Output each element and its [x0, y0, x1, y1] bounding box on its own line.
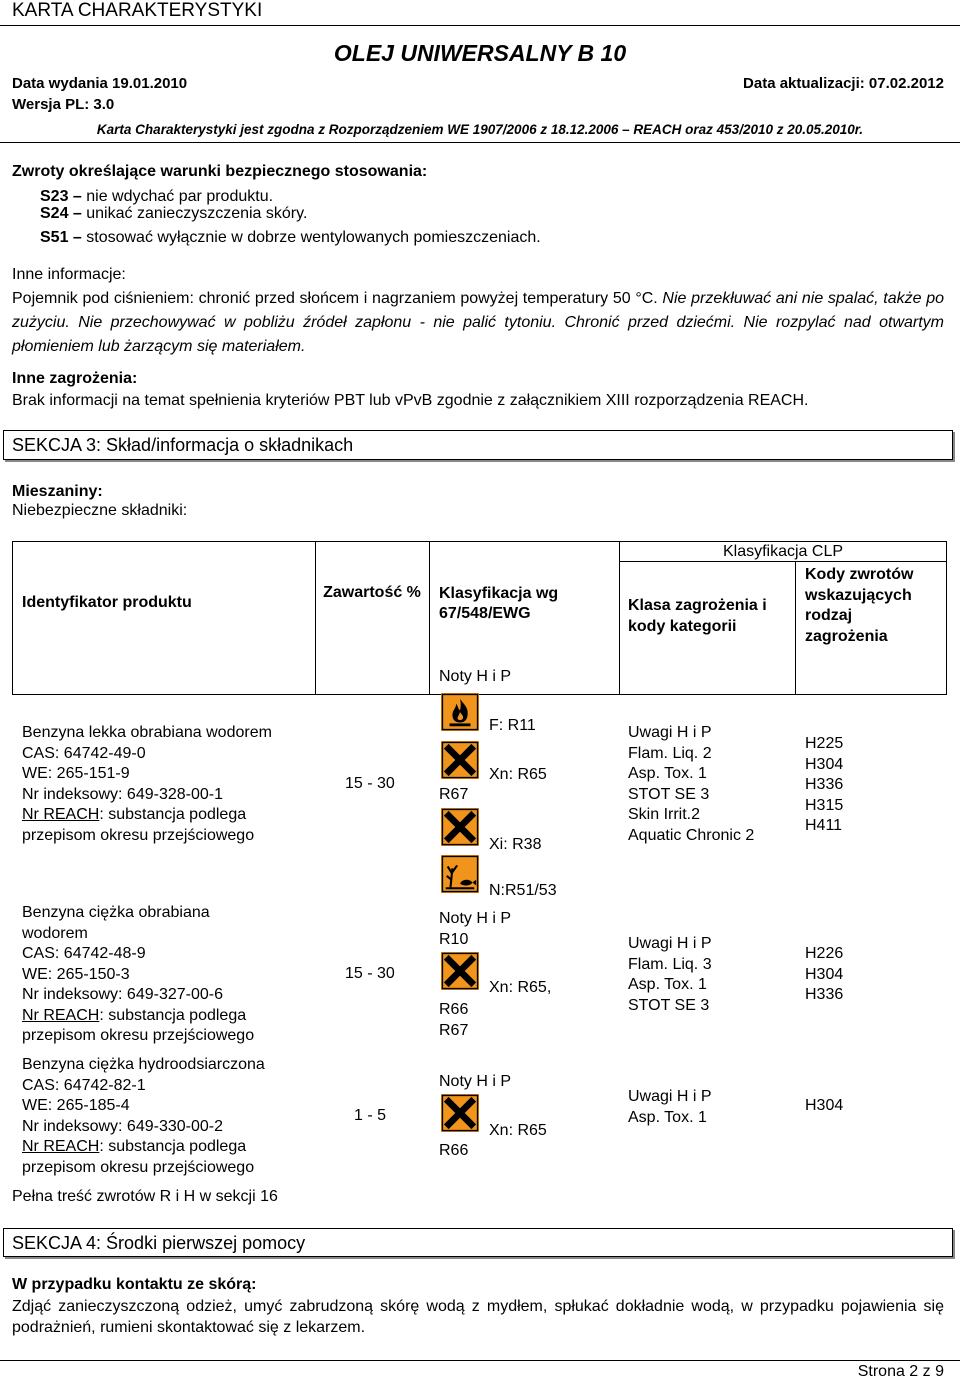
- identifier-line: Benzyna ciężka hydroodsiarczona: [22, 1056, 265, 1073]
- row2-content: 15 - 30: [345, 965, 395, 982]
- section-3-title: SEKCJA 3: Skład/informacja o składnikach: [12, 435, 354, 455]
- row1-identifier: [22, 723, 272, 846]
- safety-text: unikać zanieczyszczenia skóry.: [81, 205, 308, 222]
- h-code: H304: [805, 755, 844, 773]
- clp-line: Uwagi H i P: [628, 935, 712, 952]
- h-code: H336: [805, 986, 844, 1003]
- clp-line: STOT SE 3: [628, 996, 710, 1014]
- h-code: H304: [805, 965, 844, 983]
- col-class67-header: Klasyfikacja wg 67/548/EWG: [439, 585, 559, 622]
- row2-class67-r: [439, 1000, 468, 1041]
- h-code: H411: [805, 817, 843, 834]
- identifier-line: Nr indeksowy: 649-328-00-1: [22, 785, 223, 803]
- row2-class67-xn: Xn: R65,: [489, 979, 552, 996]
- row3-class67-r66: R66: [439, 1142, 469, 1159]
- class67-line: R10: [439, 930, 469, 948]
- col-class67-notes: Noty H i P: [439, 668, 512, 685]
- safety-code: S23 –: [40, 188, 82, 205]
- harmful-pictogram-icon: [441, 952, 479, 990]
- h-code: H225: [805, 735, 844, 752]
- harmful-pictogram-icon: [441, 741, 479, 779]
- reach-link[interactable]: Nr REACH: [22, 806, 100, 823]
- row1-class67-xi: Xi: R38: [489, 836, 542, 853]
- identifier-line: przepisom okresu przejściowego: [22, 1158, 255, 1176]
- clp-line: Asp. Tox. 1: [628, 765, 707, 782]
- footer-rule: [0, 1360, 960, 1361]
- safety-heading: Zwroty określające warunki bezpiecznego stosowania:: [12, 163, 428, 180]
- section-4-title: SEKCJA 4: Środki pierwszej pomocy: [12, 1233, 306, 1253]
- identifier-line: przepisom okresu przejściowego: [22, 1027, 255, 1044]
- identifier-line: przepisom okresu przejściowego: [22, 826, 255, 844]
- identifier-line: Benzyna ciężka obrabiana: [22, 904, 210, 921]
- irritant-pictogram-icon: [441, 808, 479, 846]
- row2-identifier: [22, 903, 254, 1047]
- row1-clp-class: [628, 723, 754, 846]
- row1-class67-xn: Xn: R65: [489, 766, 547, 783]
- row1-h-codes: [805, 734, 843, 837]
- other-info-italic: Nie przekłuwać ani nie spalać, także po zużyciu. Nie przechowywać w pobliżu źródeł zapłonu - nie palić tytoniu. Chronić przed dziećmi. Nie rozpylać nad otwartym płomieniem lub żarzącym się materiałem.: [12, 290, 945, 355]
- section-4-header: [3, 1228, 953, 1257]
- safety-code: S51 –: [40, 229, 82, 246]
- h-code: H315: [805, 796, 844, 814]
- harmful-pictogram-icon: [441, 1094, 479, 1132]
- dangerous-components-label: Niebezpieczne składniki:: [12, 502, 188, 519]
- header-rule: [0, 25, 960, 26]
- identifier-line: CAS: 64742-48-9: [22, 945, 146, 962]
- reach-line: [22, 1137, 265, 1158]
- h-code: H336: [805, 776, 844, 793]
- compliance-note: Karta Charakterystyki jest zgodna z Rozporządzeniem WE 1907/2006 z 18.12.2006 – REACH oraz 453/2010 z 20.05.2010r.: [96, 122, 864, 137]
- clp-line: Asp. Tox. 1: [628, 1108, 707, 1126]
- identifier-line: CAS: 64742-82-1: [22, 1076, 146, 1094]
- row3-clp-class: [628, 1087, 712, 1128]
- clp-line: Uwagi H i P: [628, 724, 712, 741]
- reach-line: [22, 1006, 254, 1027]
- clp-line: Aquatic Chronic 2: [628, 826, 755, 844]
- row3-class67-xn: Xn: R65: [489, 1122, 547, 1139]
- safety-code: S24 –: [40, 205, 82, 222]
- safety-item-s51: [40, 229, 541, 247]
- clp-line: Uwagi H i P: [628, 1088, 712, 1105]
- environment-pictogram-icon: [441, 855, 479, 893]
- other-info-heading: Inne informacje:: [12, 266, 126, 283]
- document-title: KARTA CHARAKTERYSTYKI: [12, 0, 263, 21]
- mixtures-heading: Mieszaniny:: [12, 483, 103, 500]
- identifier-line: WE: 265-185-4: [22, 1097, 130, 1114]
- col-hazard-codes-header: Kody zwrotów wskazujących rodzaj zagrożenia: [805, 566, 914, 645]
- col-content-header: Zawartość %: [323, 584, 421, 601]
- class67-line: R67: [439, 1021, 469, 1039]
- class67-line: R66: [439, 1001, 469, 1018]
- class67-line: Noty H i P: [439, 910, 512, 927]
- row1-class67-n: N:R51/53: [489, 882, 557, 899]
- identifier-line: wodorem: [22, 924, 88, 942]
- reach-link[interactable]: Nr REACH: [22, 1138, 100, 1155]
- reach-line: [22, 805, 272, 826]
- h-code: H226: [805, 945, 844, 962]
- identifier-line: WE: 265-151-9: [22, 765, 130, 782]
- clp-line: STOT SE 3: [628, 785, 710, 803]
- flammable-pictogram-icon: [441, 693, 479, 731]
- header-rule-bottom: [0, 142, 960, 143]
- skin-contact-text: Zdjąć zanieczyszczoną odzież, umyć zabrudzoną skórę wodą z mydłem, spłukać dokładnie wodą, w przypadku pojawienia się podrażnień, rumieni skontaktować się z lekarzem.: [12, 1298, 944, 1336]
- row3-h-codes: H304: [805, 1097, 844, 1114]
- other-hazards-text: Brak informacji na temat spełnienia kryteriów PBT lub vPvB zgodnie z załącznikiem XIII rozporządzenia REACH.: [12, 392, 809, 409]
- row2-clp-class: [628, 934, 712, 1016]
- other-hazards-heading: Inne zagrożenia:: [12, 370, 138, 387]
- reach-text: : substancja podlega: [99, 1006, 247, 1024]
- row3-notes: Noty H i P: [439, 1073, 512, 1090]
- col-hazard-class-header: Klasa zagrożenia i kody kategorii: [628, 597, 767, 635]
- page-number: Strona 2 z 9: [857, 1363, 944, 1380]
- identifier-line: Benzyna lekka obrabiana wodorem: [22, 724, 272, 741]
- row1-class67-r67: R67: [439, 786, 469, 803]
- identifier-line: CAS: 64742-49-0: [22, 744, 146, 762]
- row1-content: 15 - 30: [345, 775, 395, 792]
- identifier-line: Nr indeksowy: 649-327-00-6: [22, 986, 223, 1003]
- row3-content: 1 - 5: [354, 1107, 387, 1124]
- other-info-plain: Pojemnik pod ciśnieniem: chronić przed słońcem i nagrzaniem powyżej temperatury 50 °C.: [12, 290, 658, 307]
- row3-identifier: [22, 1055, 265, 1178]
- safety-text: nie wdychać par produktu.: [81, 188, 274, 205]
- other-info-text: [12, 287, 944, 359]
- safety-text: stosować wyłącznie w dobrze wentylowanych pomieszczeniach.: [81, 229, 541, 246]
- clp-line: Flam. Liq. 3: [628, 955, 712, 973]
- row2-notes: [439, 909, 511, 950]
- safety-item-s24: [40, 205, 307, 223]
- full-text-note: Pełna treść zwrotów R i H w sekcji 16: [12, 1188, 278, 1205]
- clp-line: Skin Irrit.2: [628, 806, 701, 823]
- reach-text: : substancja podlega: [99, 806, 247, 823]
- safety-item-s23: [40, 188, 273, 206]
- section-3-header: [3, 430, 953, 460]
- reach-text: : substancja podlega: [99, 1138, 247, 1155]
- clp-line: Flam. Liq. 2: [628, 744, 712, 762]
- col-clp-header: Klasyfikacja CLP: [722, 543, 844, 560]
- row1-class67-f: F: R11: [489, 717, 536, 734]
- row2-h-codes: [805, 944, 843, 1006]
- identifier-line: WE: 265-150-3: [22, 965, 130, 983]
- skin-contact-heading: W przypadku kontaktu ze skórą:: [12, 1276, 257, 1293]
- reach-link[interactable]: Nr REACH: [22, 1006, 100, 1024]
- clp-line: Asp. Tox. 1: [628, 976, 707, 993]
- version: Wersja PL: 3.0: [12, 96, 115, 113]
- col-identifier-header: Identyfikator produktu: [22, 594, 192, 611]
- identifier-line: Nr indeksowy: 649-330-00-2: [22, 1117, 223, 1135]
- issue-date: Data wydania 19.01.2010: [12, 75, 188, 92]
- update-date: Data aktualizacji: 07.02.2012: [743, 75, 944, 92]
- product-name: OLEJ UNIWERSALNY B 10: [333, 40, 627, 66]
